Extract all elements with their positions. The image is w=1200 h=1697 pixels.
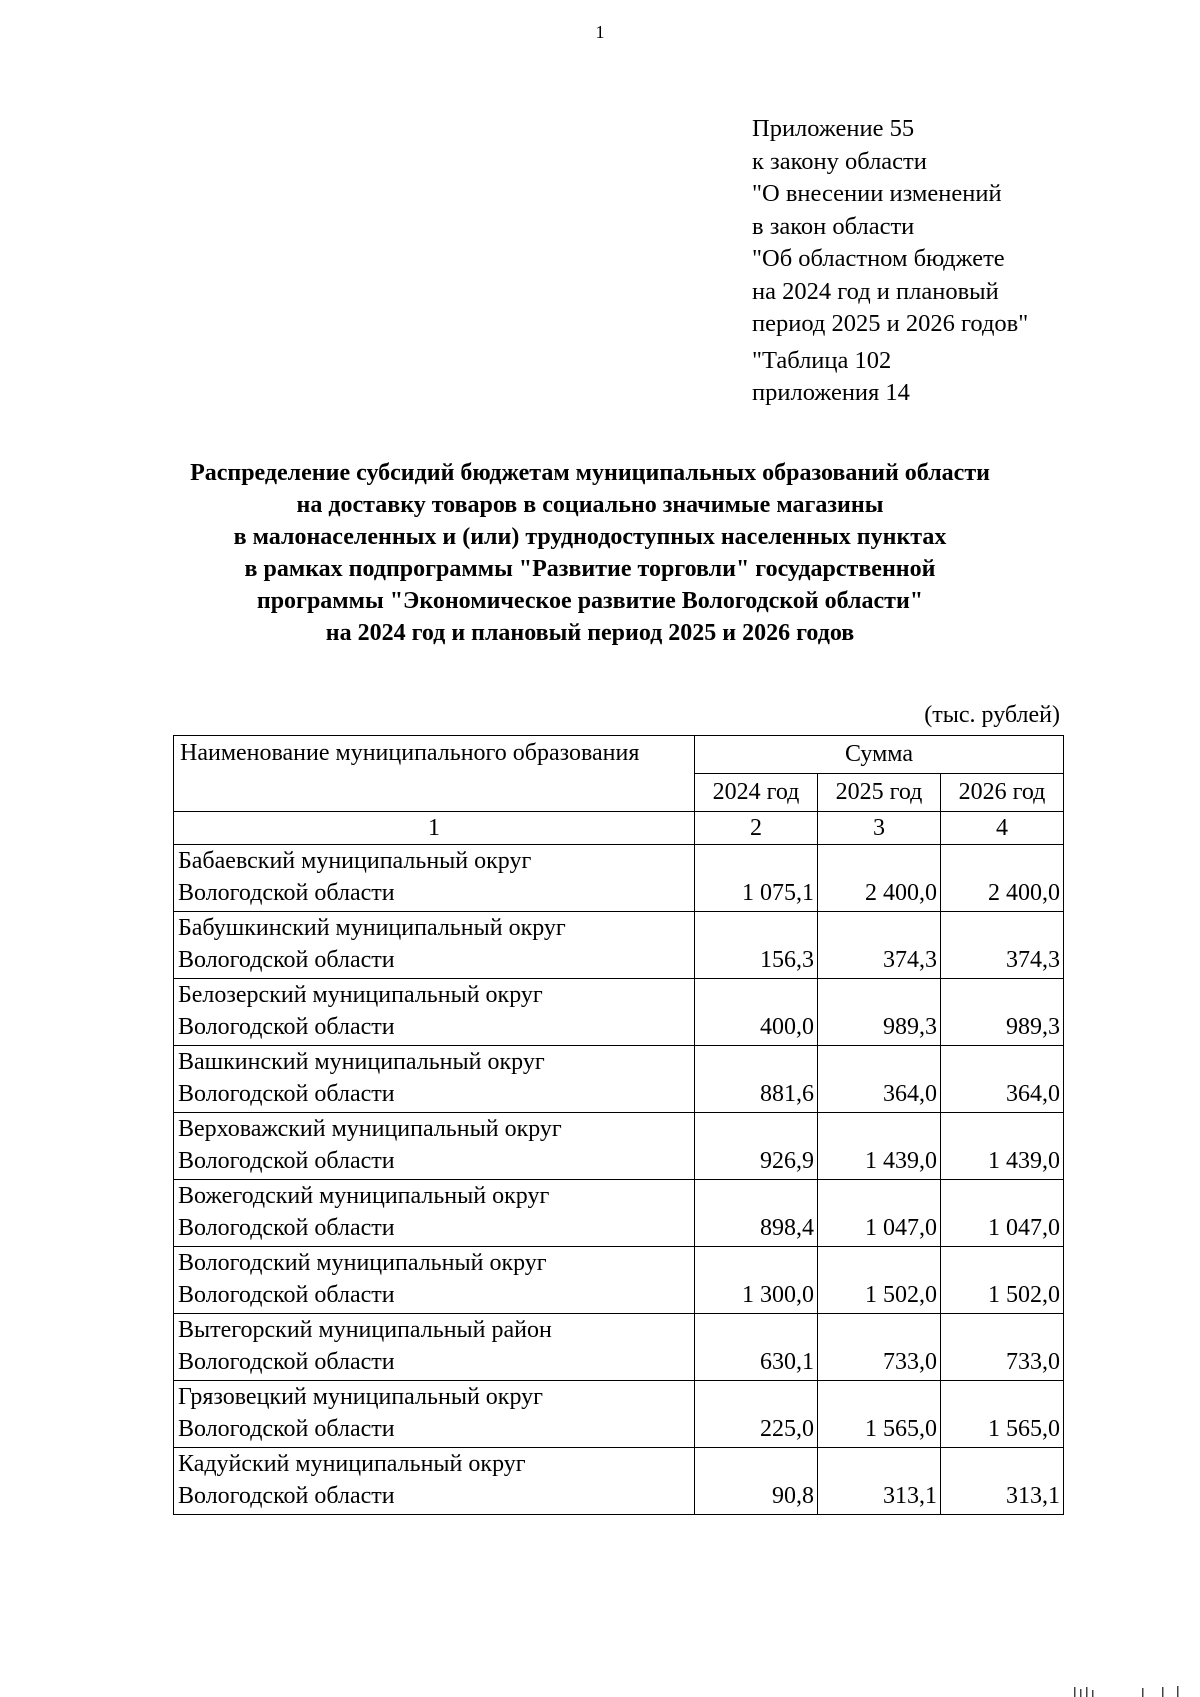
- subsidy-table: [173, 735, 1064, 1515]
- value-2026: 364,0: [941, 1046, 1064, 1113]
- header-year-cell: 2026 год: [941, 774, 1064, 812]
- annex-block: [752, 113, 1028, 410]
- value-2024: 400,0: [695, 979, 818, 1046]
- value-2025: 733,0: [818, 1314, 941, 1381]
- municipality-name: Бабушкинский муниципальный округ Вологодской области: [174, 912, 695, 979]
- value-2024: 225,0: [695, 1381, 818, 1448]
- municipality-name: Грязовецкий муниципальный округ Вологодской области: [174, 1381, 695, 1448]
- value-2024: 156,3: [695, 912, 818, 979]
- annex-line: период 2025 и 2026 годов": [752, 310, 1029, 337]
- header-sum-cell: Сумма: [695, 736, 1064, 774]
- value-2026: 733,0: [941, 1314, 1064, 1381]
- municipality-name: Кадуйский муниципальный округ Вологодской области: [174, 1448, 695, 1515]
- annex-line: к закону области: [752, 147, 927, 175]
- column-number-cell: 4: [941, 812, 1064, 845]
- title-line: на 2024 год и плановый период 2025 и 2026 годов: [325, 620, 855, 646]
- column-number-cell: 2: [695, 812, 818, 845]
- table-row: [174, 1180, 1064, 1247]
- units-label: (тыс. рублей): [924, 702, 1060, 728]
- value-2025: 374,3: [818, 912, 941, 979]
- title-line: в малонаселенных и (или) труднодоступных населенных пунктах: [233, 524, 947, 550]
- header-name-cell: Наименование муниципального образования: [174, 736, 695, 812]
- municipality-name: Верховажский муниципальный округ Вологодской области: [174, 1113, 695, 1180]
- value-2026: 1 565,0: [941, 1381, 1064, 1448]
- table-row: [174, 1314, 1064, 1381]
- municipality-name: Вытегорский муниципальный район Вологодской области: [174, 1314, 695, 1381]
- table-row: [174, 1381, 1064, 1448]
- value-2024: 898,4: [695, 1180, 818, 1247]
- annex-line: "Об областном бюджете: [752, 245, 1005, 272]
- table-row: [174, 1046, 1064, 1113]
- column-numbers-row: [174, 812, 1064, 845]
- value-2026: 1 502,0: [941, 1247, 1064, 1314]
- municipality-name: Вашкинский муниципальный округ Вологодской области: [174, 1046, 695, 1113]
- column-number-cell: 3: [818, 812, 941, 845]
- table-row: [174, 1113, 1064, 1180]
- value-2025: 1 047,0: [818, 1180, 941, 1247]
- value-2025: 1 439,0: [818, 1113, 941, 1180]
- value-2024: 630,1: [695, 1314, 818, 1381]
- annex-line: "О внесении изменений: [752, 180, 1002, 207]
- value-2024: 90,8: [695, 1448, 818, 1515]
- value-2024: 926,9: [695, 1113, 818, 1180]
- table-row: [174, 979, 1064, 1046]
- title-line: на доставку товаров в социально значимые магазины: [296, 492, 884, 518]
- title-line: Распределение субсидий бюджетам муниципальных образований области: [190, 460, 990, 486]
- value-2024: 1 300,0: [695, 1247, 818, 1314]
- header-year-cell: 2024 год: [695, 774, 818, 812]
- value-2025: 1 565,0: [818, 1381, 941, 1448]
- value-2025: 313,1: [818, 1448, 941, 1515]
- table-row: [174, 1448, 1064, 1515]
- table-ref-line: "Таблица 102: [752, 346, 892, 374]
- value-2025: 1 502,0: [818, 1247, 941, 1314]
- column-number-cell: 1: [174, 812, 695, 845]
- value-2026: 1 439,0: [941, 1113, 1064, 1180]
- page-number: 1: [595, 22, 605, 42]
- document-title: [120, 457, 1060, 649]
- value-2024: 881,6: [695, 1046, 818, 1113]
- municipality-name: Белозерский муниципальный округ Вологодской области: [174, 979, 695, 1046]
- title-line: в рамках подпрограммы "Развитие торговли" государственной: [244, 556, 936, 582]
- scan-mark-decoration: [1072, 1685, 1182, 1697]
- header-year-cell: 2025 год: [818, 774, 941, 812]
- value-2024: 1 075,1: [695, 845, 818, 912]
- value-2025: 364,0: [818, 1046, 941, 1113]
- header-row: [174, 736, 1064, 774]
- annex-line: Приложение 55: [752, 115, 915, 142]
- table-row: [174, 1247, 1064, 1314]
- title-line: программы "Экономическое развитие Вологодской области": [256, 588, 924, 614]
- value-2025: 989,3: [818, 979, 941, 1046]
- table-row: [174, 912, 1064, 979]
- value-2026: 989,3: [941, 979, 1064, 1046]
- table-ref-line: приложения 14: [752, 379, 910, 406]
- municipality-name: Вологодский муниципальный округ Вологодской области: [174, 1247, 695, 1314]
- value-2026: 374,3: [941, 912, 1064, 979]
- municipality-name: Бабаевский муниципальный округ Вологодской области: [174, 845, 695, 912]
- value-2025: 2 400,0: [818, 845, 941, 912]
- value-2026: 2 400,0: [941, 845, 1064, 912]
- annex-line: в закон области: [752, 212, 915, 240]
- value-2026: 1 047,0: [941, 1180, 1064, 1247]
- municipality-name: Вожегодский муниципальный округ Вологодской области: [174, 1180, 695, 1247]
- table-row: [174, 845, 1064, 912]
- annex-line: на 2024 год и плановый: [752, 277, 999, 305]
- value-2026: 313,1: [941, 1448, 1064, 1515]
